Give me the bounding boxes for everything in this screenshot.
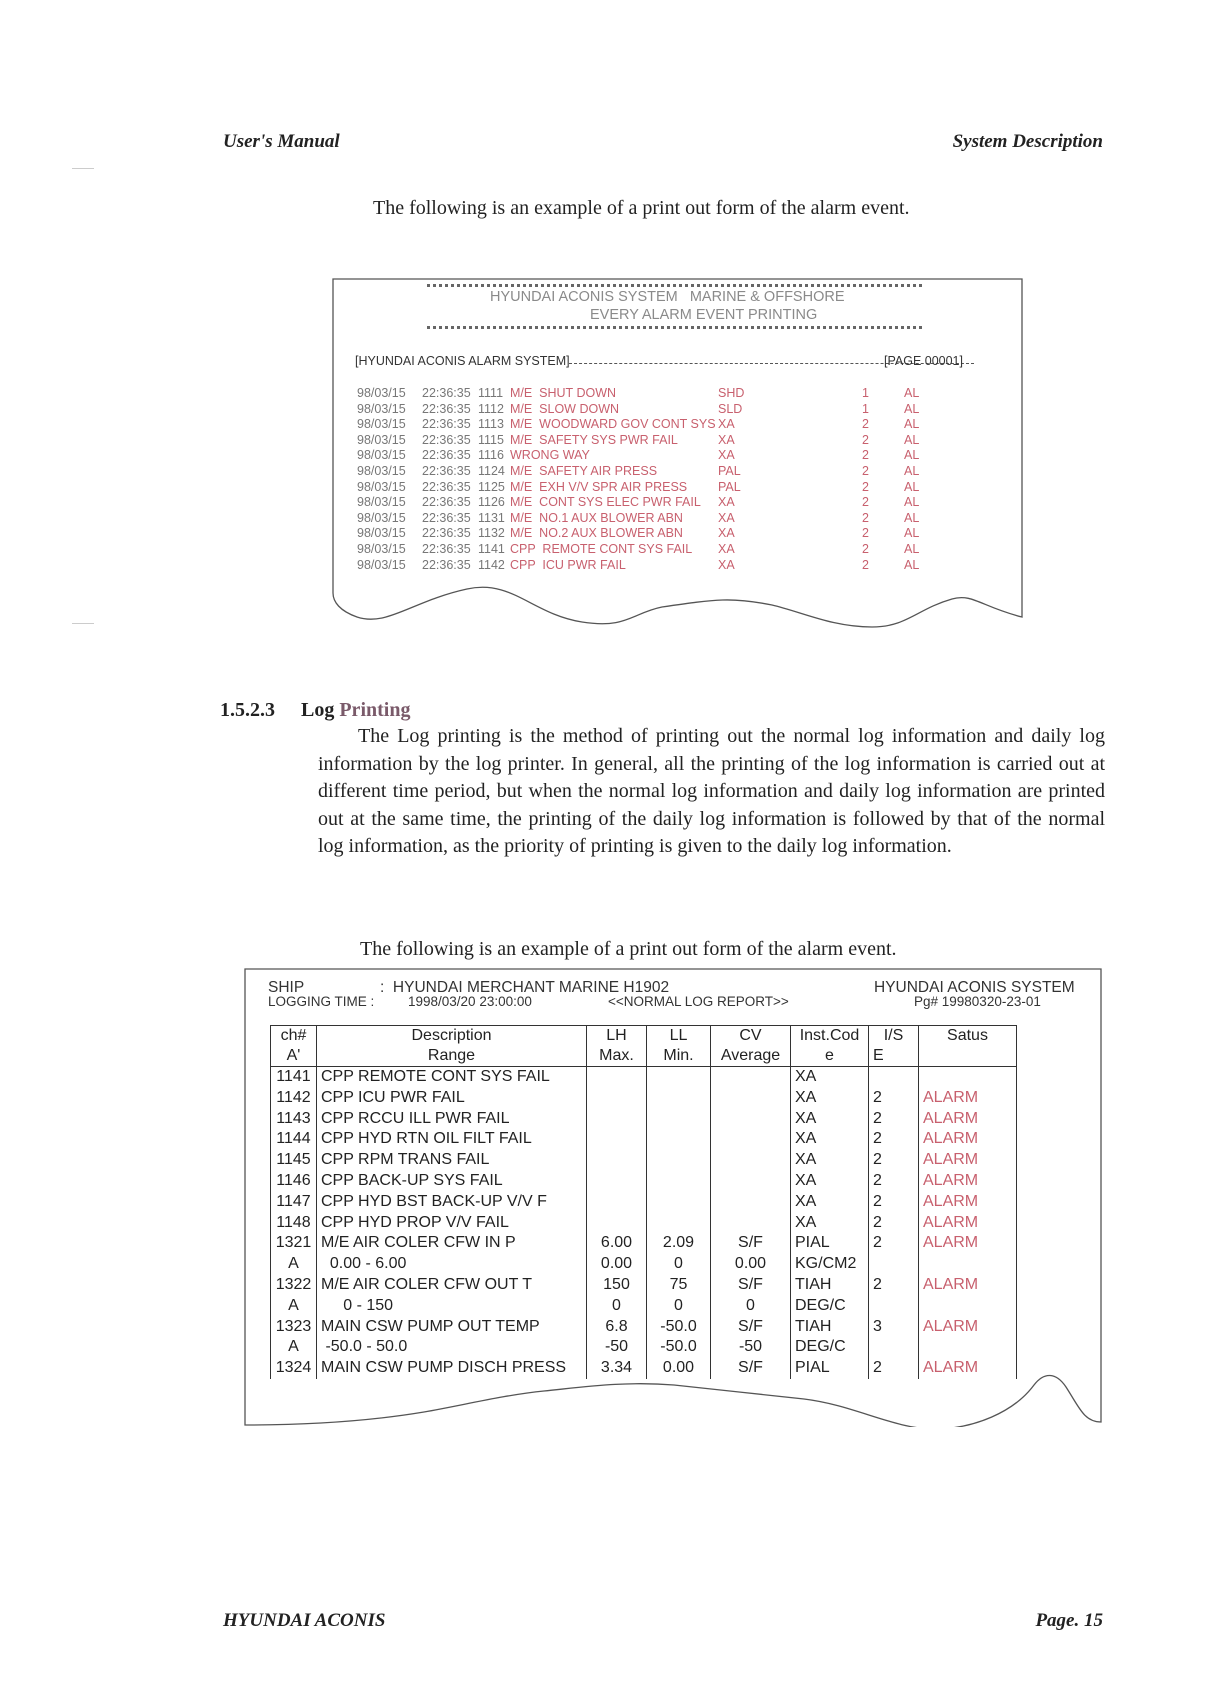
cell-status: ALARM [919, 1109, 1017, 1130]
cell-ll: -50.0 [647, 1337, 711, 1358]
cell-desc: M/E AIR COLER CFW OUT T [317, 1275, 587, 1296]
cell-is: 2 [873, 1275, 882, 1293]
cell-desc: CPP REMOTE CONT SYS FAIL [317, 1067, 587, 1088]
scan-mark [72, 168, 94, 169]
alarm-st: AL [904, 542, 920, 556]
alarm-st: AL [904, 417, 920, 432]
cell-desc: M/E AIR COLER CFW IN P [317, 1233, 587, 1254]
alarm-st: AL [904, 464, 920, 478]
cell-is: 2 [873, 1192, 882, 1210]
cell-status: ALARM [919, 1233, 1017, 1254]
table-row [271, 1358, 1017, 1379]
printout-title-line2: EVERY ALARM EVENT PRINTING [590, 307, 818, 323]
alarm-lvl: 2 [862, 464, 869, 478]
cell-inst: XA [791, 1150, 869, 1171]
cell-desc: CPP HYD BST BACK-UP V/V F [317, 1192, 587, 1213]
alarm-code: XA [718, 417, 735, 432]
cell-lh [587, 1213, 647, 1234]
cell-status: ALARM [919, 1129, 1017, 1150]
alarm-desc: M/E SLOW DOWN [510, 401, 620, 416]
cell-lh: 150 [587, 1275, 647, 1296]
cell-cv: S/F [711, 1275, 791, 1296]
alarm-code: XA [718, 495, 735, 510]
table-row [271, 1129, 1017, 1150]
cell-is [869, 1067, 919, 1088]
cell-lh [587, 1150, 647, 1171]
alarm-st: AL [904, 401, 920, 416]
cell-ch: 1145 [271, 1150, 317, 1171]
cell-ll [647, 1067, 711, 1088]
alarm-lvl: 2 [862, 510, 869, 525]
alarm-time: 22:36:35 [422, 479, 471, 494]
page-number-label: [PAGE 00001] [884, 354, 963, 368]
cell-cv: S/F [711, 1358, 791, 1379]
cell-is [869, 1254, 919, 1275]
col-subheader-inst-code-e: e [791, 1046, 869, 1067]
alarm-code: XA [718, 526, 735, 541]
alarm-event-row [332, 417, 1022, 433]
alarm-ch: 1125 [478, 479, 505, 494]
alarm-code: XA [718, 542, 735, 556]
cell-ch: 1323 [271, 1317, 317, 1338]
alarm-lvl: 2 [862, 495, 869, 510]
alarm-time: 22:36:35 [422, 401, 471, 416]
cell-ll [647, 1109, 711, 1130]
alarm-lvl: 2 [862, 542, 869, 556]
table-row [271, 1337, 1017, 1358]
alarm-date: 98/03/15 [357, 386, 406, 400]
page-footer-left: HYUNDAI ACONIS [223, 1610, 386, 1631]
alarm-st: AL [904, 557, 920, 572]
cell-inst: XA [791, 1171, 869, 1192]
cell-ll: -50.0 [647, 1317, 711, 1338]
cell-inst: XA [791, 1192, 869, 1213]
alarm-st: AL [904, 448, 920, 463]
alarm-time: 22:36:35 [422, 464, 471, 478]
cell-is: 2 [873, 1213, 882, 1231]
alarm-event-row [332, 480, 1022, 496]
alarm-desc: M/E SAFETY AIR PRESS [510, 464, 658, 478]
alarm-lvl: 2 [862, 557, 869, 572]
table-row [271, 1213, 1017, 1234]
alarm-ch: 1113 [478, 417, 504, 432]
cell-status: ALARM [919, 1150, 1017, 1171]
cell-desc: MAIN CSW PUMP OUT TEMP [317, 1317, 587, 1338]
alarm-date: 98/03/15 [357, 432, 406, 447]
cell-ch: 1147 [271, 1192, 317, 1213]
alarm-event-row [332, 526, 1022, 542]
cell-is: 2 [873, 1088, 882, 1106]
cell-ch: 1146 [271, 1171, 317, 1192]
alarm-date: 98/03/15 [357, 448, 406, 463]
alarm-event-row [332, 558, 1022, 574]
alarm-time: 22:36:35 [422, 557, 471, 572]
cell-ch: A [271, 1254, 317, 1275]
cell-ch: 1148 [271, 1213, 317, 1234]
section-number: 1.5.2.3 [220, 699, 275, 721]
table-row [271, 1296, 1017, 1317]
cell-status [919, 1296, 1017, 1317]
cell-ll [647, 1171, 711, 1192]
cell-lh [587, 1067, 647, 1088]
cell-ch: 1321 [271, 1233, 317, 1254]
alarm-lvl: 1 [862, 401, 869, 416]
alarm-date: 98/03/15 [357, 417, 406, 432]
cell-cv [711, 1192, 791, 1213]
normal-log-table [270, 1025, 1017, 1379]
page-header-left: User's Manual [223, 131, 340, 152]
alarm-event-row [332, 542, 1022, 558]
cell-desc: 0.00 - 6.00 [317, 1254, 587, 1275]
cell-lh: 6.8 [587, 1317, 647, 1338]
cell-status: ALARM [919, 1213, 1017, 1234]
col-subheader-is-e: E [869, 1046, 919, 1067]
alarm-date: 98/03/15 [357, 526, 406, 541]
page-header-right: System Description [952, 131, 1103, 152]
alarm-time: 22:36:35 [422, 495, 471, 510]
alarm-st: AL [904, 432, 920, 447]
alarm-desc: CPP REMOTE CONT SYS FAIL [510, 542, 693, 556]
alarm-code: SLD [718, 401, 743, 416]
cell-cv [711, 1213, 791, 1234]
table-row [271, 1254, 1017, 1275]
table-row [271, 1171, 1017, 1192]
cell-cv [711, 1109, 791, 1130]
cell-ch: 1142 [271, 1088, 317, 1109]
alarm-code: XA [718, 448, 735, 463]
alarm-date: 98/03/15 [357, 464, 406, 478]
alarm-event-row [332, 402, 1022, 418]
cell-inst: KG/CM2 [791, 1254, 869, 1275]
col-subheader-average: Average [711, 1046, 791, 1067]
cell-is: 2 [873, 1130, 882, 1148]
alarm-event-row [332, 495, 1022, 511]
col-header-description: Description [317, 1026, 587, 1047]
alarm-code: XA [718, 557, 735, 572]
alarm-date: 98/03/15 [357, 495, 406, 510]
cell-desc: CPP RPM TRANS FAIL [317, 1150, 587, 1171]
alarm-lvl: 1 [862, 386, 869, 400]
alarm-code: PAL [718, 479, 741, 494]
alarm-date: 98/03/15 [357, 479, 406, 494]
cell-lh: 3.34 [587, 1358, 647, 1379]
cell-ch: 1144 [271, 1129, 317, 1150]
cell-ll: 0 [647, 1254, 711, 1275]
alarm-printout [332, 277, 1026, 632]
cell-inst: TIAH [791, 1275, 869, 1296]
log-printing-paragraph: The Log printing is the method of printing out the normal log information and daily log information by the log printer. In general, all the printing of the log information is carried out at different time period, but when the normal log information and daily log information are printed out at the same time, the printing of the daily log information is followed by that of the normal log information, as the priority of printing is given to the daily log information. [318, 725, 1105, 857]
alarm-event-row [332, 448, 1022, 464]
cell-status: ALARM [919, 1088, 1017, 1109]
cell-ll [647, 1129, 711, 1150]
cell-desc: CPP BACK-UP SYS FAIL [317, 1171, 587, 1192]
col-header-ch: ch# [271, 1026, 317, 1047]
alarm-ch: 1126 [478, 495, 505, 510]
col-header-lh: LH [587, 1026, 647, 1047]
cell-status [919, 1254, 1017, 1275]
ship-label: SHIP [268, 979, 305, 996]
cell-is [869, 1296, 919, 1317]
alarm-code: PAL [718, 464, 741, 478]
alarm-code: XA [718, 510, 735, 525]
page-footer-right: Page. 15 [1035, 1610, 1103, 1631]
alarm-ch: 1141 [478, 542, 505, 556]
log-report-printout [244, 967, 1104, 1427]
alarm-desc: M/E EXH V/V SPR AIR PRESS [510, 479, 688, 494]
alarm-time: 22:36:35 [422, 510, 471, 525]
cell-cv [711, 1088, 791, 1109]
cell-cv: 0 [711, 1296, 791, 1317]
cell-ll [647, 1213, 711, 1234]
cell-inst: DEG/C [791, 1337, 869, 1358]
table-row [271, 1109, 1017, 1130]
cell-status: ALARM [919, 1358, 1017, 1379]
alarm-desc: WRONG WAY [510, 448, 590, 463]
table-row [271, 1275, 1017, 1296]
cell-is: 2 [873, 1151, 882, 1169]
cell-desc: CPP ICU PWR FAIL [317, 1088, 587, 1109]
cell-status: ALARM [919, 1171, 1017, 1192]
cell-lh [587, 1088, 647, 1109]
cell-cv [711, 1067, 791, 1088]
alarm-time: 22:36:35 [422, 386, 471, 400]
alarm-lvl: 2 [862, 448, 869, 463]
col-header-is: I/S [869, 1026, 919, 1047]
dotted-rule [427, 326, 922, 329]
alarm-time: 22:36:35 [422, 432, 471, 447]
cell-ll [647, 1150, 711, 1171]
logging-time-value: 1998/03/20 23:00:00 [408, 994, 532, 1009]
alarm-desc: M/E NO.2 AUX BLOWER ABN [510, 526, 683, 541]
alarm-st: AL [904, 510, 920, 525]
cell-status: ALARM [919, 1192, 1017, 1213]
cell-is: 2 [873, 1359, 882, 1377]
alarm-code: SHD [718, 386, 745, 400]
col-subheader-range: Range [317, 1046, 587, 1067]
cell-cv [711, 1171, 791, 1192]
table-row [271, 1067, 1017, 1088]
cell-is [869, 1337, 919, 1358]
alarm-lvl: 2 [862, 432, 869, 447]
alarm-ch: 1115 [478, 432, 504, 447]
cell-status: ALARM [919, 1317, 1017, 1338]
cell-ll: 0.00 [647, 1358, 711, 1379]
cell-status [919, 1337, 1017, 1358]
cell-desc: CPP RCCU ILL PWR FAIL [317, 1109, 587, 1130]
alarm-desc: M/E SAFETY SYS PWR FAIL [510, 432, 678, 447]
cell-lh [587, 1129, 647, 1150]
section-title-plain: Log [301, 699, 340, 721]
cell-cv: 0.00 [711, 1254, 791, 1275]
report-title: <<NORMAL LOG REPORT>> [608, 994, 789, 1009]
cell-ch: 1143 [271, 1109, 317, 1130]
cell-status [919, 1067, 1017, 1088]
cell-ch: 1324 [271, 1358, 317, 1379]
system-name: HYUNDAI ACONIS SYSTEM [874, 979, 1075, 996]
intro-text: The following is an example of a print out form of the alarm event. [373, 197, 910, 219]
alarm-desc: M/E CONT SYS ELEC PWR FAIL [510, 495, 701, 510]
cell-lh: 0 [587, 1296, 647, 1317]
cell-is: 2 [873, 1109, 882, 1127]
col-header-cv: CV [711, 1026, 791, 1047]
alarm-ch: 1112 [478, 401, 504, 416]
cell-inst: XA [791, 1067, 869, 1088]
alarm-desc: M/E WOODWARD GOV CONT SYS [510, 417, 716, 432]
cell-ll: 75 [647, 1275, 711, 1296]
cell-desc: CPP HYD PROP V/V FAIL [317, 1213, 587, 1234]
cell-cv [711, 1150, 791, 1171]
alarm-lvl: 2 [862, 479, 869, 494]
alarm-event-row [332, 433, 1022, 449]
cell-ch: 1322 [271, 1275, 317, 1296]
cell-inst: PIAL [791, 1358, 869, 1379]
col-subheader-max: Max. [587, 1046, 647, 1067]
cell-lh: -50 [587, 1337, 647, 1358]
cell-cv [711, 1129, 791, 1150]
cell-inst: XA [791, 1088, 869, 1109]
alarm-lvl: 2 [862, 526, 869, 541]
cell-cv: S/F [711, 1233, 791, 1254]
dotted-rule [427, 284, 922, 287]
cell-cv: S/F [711, 1317, 791, 1338]
alarm-ch: 1124 [478, 464, 505, 478]
cell-is: 2 [873, 1171, 882, 1189]
cell-lh [587, 1171, 647, 1192]
alarm-ch: 1131 [478, 510, 505, 525]
report-page-number: Pg# 19980320-23-01 [914, 994, 1041, 1009]
alarm-desc: M/E SHUT DOWN [510, 386, 617, 400]
cell-ll: 2.09 [647, 1233, 711, 1254]
col-subheader-ch: A' [271, 1046, 317, 1067]
alarm-event-row [332, 511, 1022, 527]
col-header-inst-code: Inst.Cod [791, 1026, 869, 1047]
table-row [271, 1088, 1017, 1109]
cell-inst: TIAH [791, 1317, 869, 1338]
alarm-time: 22:36:35 [422, 417, 471, 432]
table-row [271, 1192, 1017, 1213]
cell-ll: 0 [647, 1296, 711, 1317]
alarm-event-row [332, 464, 1022, 480]
cell-is: 2 [873, 1234, 882, 1252]
cell-inst: XA [791, 1109, 869, 1130]
table-row [271, 1317, 1017, 1338]
cell-is: 3 [873, 1317, 882, 1335]
cell-lh: 6.00 [587, 1233, 647, 1254]
alarm-code: XA [718, 432, 735, 447]
alarm-system-label: [HYUNDAI ACONIS ALARM SYSTEM] [355, 354, 570, 368]
cell-lh [587, 1109, 647, 1130]
alarm-ch: 1111 [478, 386, 504, 400]
alarm-st: AL [904, 479, 920, 494]
section-title [301, 699, 410, 722]
cell-lh [587, 1192, 647, 1213]
cell-status: ALARM [919, 1275, 1017, 1296]
cell-desc: CPP HYD RTN OIL FILT FAIL [317, 1129, 587, 1150]
alarm-event-row [332, 386, 1022, 402]
alarm-desc: M/E NO.1 AUX BLOWER ABN [510, 510, 683, 525]
cell-ll [647, 1088, 711, 1109]
alarm-date: 98/03/15 [357, 557, 406, 572]
cell-desc: -50.0 - 50.0 [317, 1337, 587, 1358]
ship-value: : HYUNDAI MERCHANT MARINE H1902 [380, 979, 670, 996]
col-header-status: Satus [919, 1026, 1017, 1047]
cell-inst: XA [791, 1129, 869, 1150]
cell-cv: -50 [711, 1337, 791, 1358]
alarm-time: 22:36:35 [422, 542, 471, 556]
alarm-ch: 1116 [478, 448, 504, 463]
alarm-date: 98/03/15 [357, 401, 406, 416]
col-header-ll: LL [647, 1026, 711, 1047]
cell-desc: 0 - 150 [317, 1296, 587, 1317]
cell-inst: PIAL [791, 1233, 869, 1254]
col-subheader-min: Min. [647, 1046, 711, 1067]
cell-inst: XA [791, 1213, 869, 1234]
intro-text-2: The following is an example of a print out form of the alarm event. [360, 938, 897, 960]
alarm-st: AL [904, 526, 920, 541]
table-row [271, 1233, 1017, 1254]
col-subheader-status [919, 1046, 1017, 1067]
alarm-date: 98/03/15 [357, 542, 406, 556]
scan-mark [72, 623, 94, 624]
cell-lh: 0.00 [587, 1254, 647, 1275]
logging-time-label: LOGGING TIME : [268, 994, 375, 1009]
cell-desc: MAIN CSW PUMP DISCH PRESS [317, 1358, 587, 1379]
cell-ch: 1141 [271, 1067, 317, 1088]
alarm-time: 22:36:35 [422, 448, 471, 463]
printout-title-line1: HYUNDAI ACONIS SYSTEM MARINE & OFFSHORE [490, 289, 845, 305]
alarm-desc: CPP ICU PWR FAIL [510, 557, 626, 572]
alarm-st: AL [904, 386, 920, 400]
alarm-date: 98/03/15 [357, 510, 406, 525]
alarm-time: 22:36:35 [422, 526, 471, 541]
cell-ch: A [271, 1296, 317, 1317]
cell-inst: DEG/C [791, 1296, 869, 1317]
alarm-ch: 1142 [478, 557, 505, 572]
cell-ch: A [271, 1337, 317, 1358]
section-title-accent: Printing [339, 699, 411, 721]
alarm-lvl: 2 [862, 417, 869, 432]
alarm-ch: 1132 [478, 526, 505, 541]
alarm-st: AL [904, 495, 920, 510]
cell-ll [647, 1192, 711, 1213]
table-row [271, 1150, 1017, 1171]
